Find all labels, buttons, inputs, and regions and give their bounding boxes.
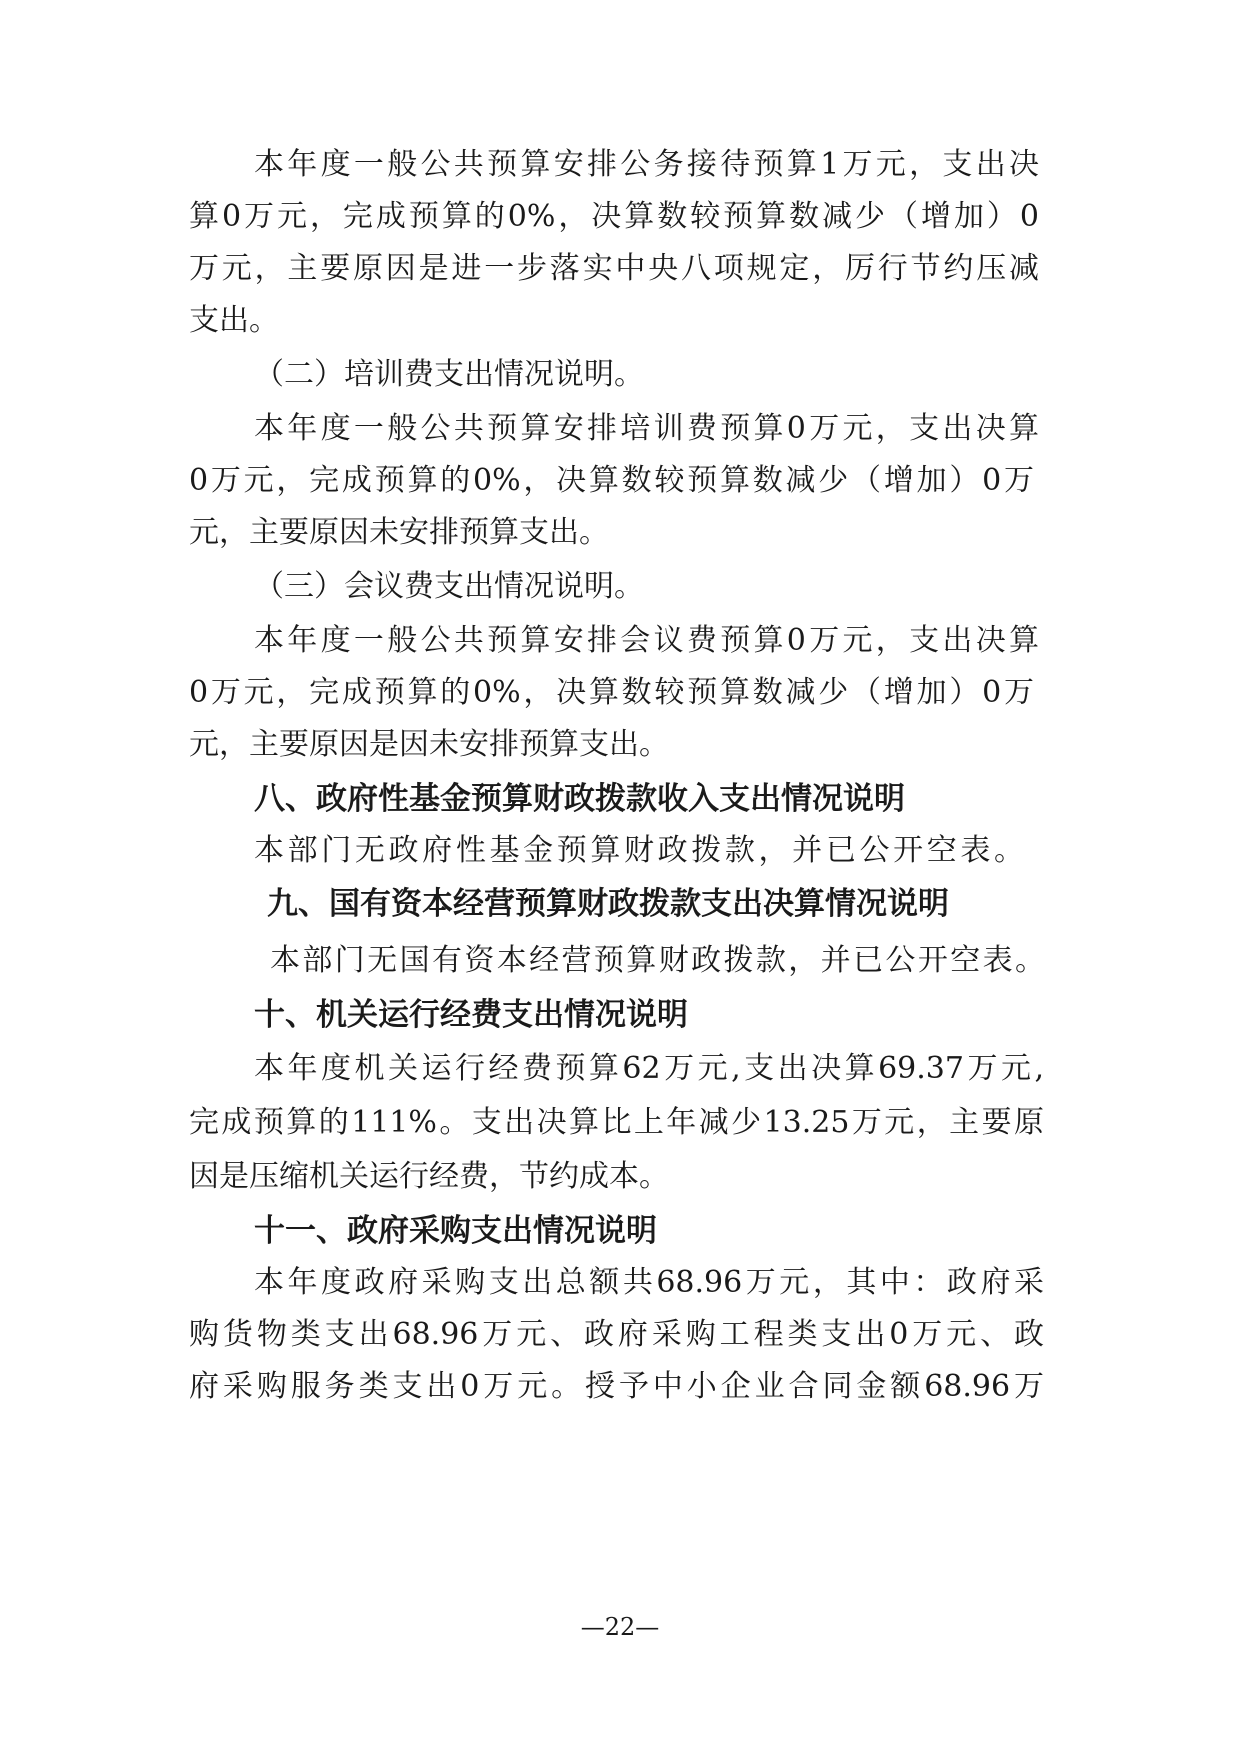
paragraph-line: 本部门无国有资本经营预算财政拨款，并已公开空表。: [270, 943, 1045, 978]
paragraph-line: 本年度一般公共预算安排会议费预算0万元，支出决算: [254, 623, 1039, 658]
subsection-heading: （三）会议费支出情况说明。: [254, 569, 644, 604]
section-heading: 九、国有资本经营预算财政拨款支出决算情况说明: [267, 886, 949, 922]
paragraph-line: 元，主要原因未安排预算支出。: [189, 515, 609, 550]
section-heading: 八、政府性基金预算财政拨款收入支出情况说明: [254, 781, 905, 817]
paragraph-line: 府采购服务类支出0万元。授予中小企业合同金额68.96万: [189, 1369, 1044, 1404]
paragraph-line: 本年度机关运行经费预算62万元,支出决算69.37万元,: [254, 1051, 1044, 1086]
paragraph-line: 本年度一般公共预算安排公务接待预算1万元，支出决: [254, 147, 1039, 182]
section-heading: 十、机关运行经费支出情况说明: [254, 997, 688, 1033]
paragraph-line: 万元，主要原因是进一步落实中央八项规定，厉行节约压减: [189, 251, 1039, 286]
paragraph-line: 支出。: [189, 303, 279, 338]
paragraph-line: 购货物类支出68.96万元、政府采购工程类支出0万元、政: [189, 1317, 1044, 1352]
paragraph-line: 算0万元，完成预算的0%，决算数较预算数减少（增加）0: [189, 199, 1039, 234]
paragraph-line: 本年度一般公共预算安排培训费预算0万元，支出决算: [254, 411, 1039, 446]
paragraph-line: 0万元，完成预算的0%，决算数较预算数减少（增加）0万: [189, 463, 1034, 498]
paragraph-line: 本年度政府采购支出总额共68.96万元，其中：政府采: [254, 1265, 1044, 1300]
section-heading: 十一、政府采购支出情况说明: [254, 1213, 657, 1249]
paragraph-line: 元，主要原因是因未安排预算支出。: [189, 727, 669, 762]
page-number: —22—: [580, 1613, 660, 1641]
paragraph-line: 完成预算的111%。支出决算比上年减少13.25万元，主要原: [189, 1105, 1044, 1140]
paragraph-line: 0万元，完成预算的0%，决算数较预算数减少（增加）0万: [189, 675, 1034, 710]
subsection-heading: （二）培训费支出情况说明。: [254, 357, 644, 392]
paragraph-line: 因是压缩机关运行经费，节约成本。: [189, 1159, 669, 1194]
paragraph-line: 本部门无政府性基金预算财政拨款，并已公开空表。: [254, 833, 1024, 868]
